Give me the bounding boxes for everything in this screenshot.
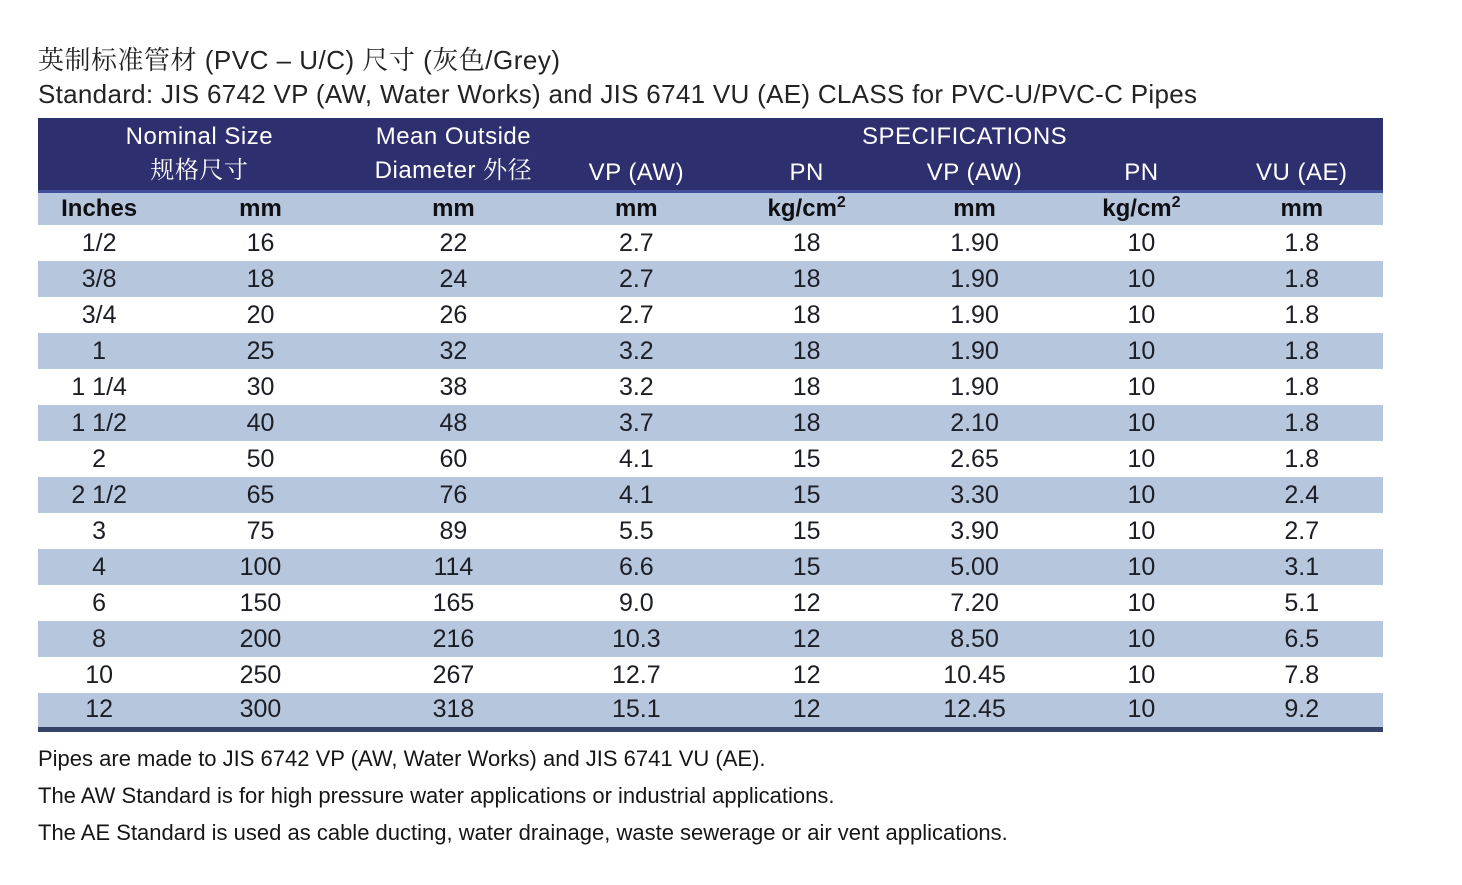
table-cell: 2.7 <box>1221 513 1383 549</box>
table-cell: 18 <box>727 225 887 261</box>
table-cell: 10 <box>1062 405 1220 441</box>
table-cell: 3.2 <box>546 333 726 369</box>
table-cell: 16 <box>160 225 360 261</box>
footer-note: Pipes are made to JIS 6742 VP (AW, Water Works) and JIS 6741 VU (AE). <box>38 745 766 771</box>
table-cell: 216 <box>361 621 546 657</box>
table-cell: 40 <box>160 405 360 441</box>
table-cell: 1 1/4 <box>38 369 160 405</box>
unit-mm-3: mm <box>546 191 726 225</box>
table-cell: 10 <box>1062 261 1220 297</box>
table-cell: 165 <box>361 585 546 621</box>
table-cell: 6.6 <box>546 549 726 585</box>
table-cell: 10 <box>1062 621 1220 657</box>
table-cell: 10 <box>1062 477 1220 513</box>
col-header-mean-outside-line2: Diameter 外径 <box>374 156 533 184</box>
table-row <box>38 261 1383 297</box>
table-cell: 15 <box>727 477 887 513</box>
table-cell: 1.8 <box>1221 441 1383 477</box>
table-cell: 1.8 <box>1221 297 1383 333</box>
table-cell: 6.5 <box>1221 621 1383 657</box>
table-cell: 18 <box>727 333 887 369</box>
table-cell: 2.7 <box>546 261 726 297</box>
table-cell: 318 <box>361 693 546 729</box>
table-cell: 10.45 <box>887 657 1062 693</box>
unit-mm-2: mm <box>361 191 546 225</box>
table-cell: 1.90 <box>887 369 1062 405</box>
table-cell: 100 <box>160 549 360 585</box>
page-subtitle: Standard: JIS 6742 VP (AW, Water Works) and JIS 6741 VU (AE) CLASS for PVC-U/PVC-C Pipes <box>38 79 1198 109</box>
footer-note: The AE Standard is used as cable ducting, water drainage, waste sewerage or air vent applications. <box>38 819 1008 845</box>
table-cell: 114 <box>361 549 546 585</box>
table-cell: 32 <box>361 333 546 369</box>
table-cell: 3/8 <box>38 261 160 297</box>
table-row <box>38 549 1383 585</box>
col-header-vp-aw-2: VP (AW) <box>887 156 1062 191</box>
table-cell: 2.4 <box>1221 477 1383 513</box>
table-cell: 1.8 <box>1221 369 1383 405</box>
table-cell: 8 <box>38 621 160 657</box>
table-cell: 2.7 <box>546 225 726 261</box>
table-cell: 10 <box>1062 369 1220 405</box>
table-body <box>38 225 1383 729</box>
table-cell: 7.20 <box>887 585 1062 621</box>
table-cell: 30 <box>160 369 360 405</box>
footer-notes <box>38 740 1462 851</box>
table-cell: 15 <box>727 441 887 477</box>
unit-kgcm2-2: $kg/cm^2$ <box>1062 191 1220 225</box>
table-cell: 1.90 <box>887 297 1062 333</box>
table-cell: 18 <box>727 297 887 333</box>
footer-note: The AW Standard is for high pressure water applications or industrial applications. <box>38 782 835 808</box>
table-cell: 4.1 <box>546 441 726 477</box>
unit-kgcm2-1: $kg/cm^2$ <box>727 191 887 225</box>
table-cell: 18 <box>727 369 887 405</box>
table-cell: 25 <box>160 333 360 369</box>
table-cell: 1.90 <box>887 225 1062 261</box>
unit-mm-4: mm <box>887 191 1062 225</box>
table-cell: 38 <box>361 369 546 405</box>
title-block <box>38 44 1462 111</box>
units-row <box>38 191 1383 225</box>
pipe-spec-table <box>38 118 1383 732</box>
unit-mm-5: mm <box>1221 191 1383 225</box>
table-cell: 4.1 <box>546 477 726 513</box>
table-cell: 22 <box>361 225 546 261</box>
col-header-nominal-size <box>38 118 361 191</box>
page-title: 英制标准管材 (PVC – U/C) 尺寸 (灰色/Grey) <box>38 45 561 75</box>
table-cell: 1/2 <box>38 225 160 261</box>
table-cell: 1.8 <box>1221 261 1383 297</box>
table-cell: 10 <box>1062 441 1220 477</box>
col-header-pn-2: PN <box>1062 156 1220 191</box>
table-cell: 10 <box>1062 513 1220 549</box>
table-row <box>38 369 1383 405</box>
table-cell: 6 <box>38 585 160 621</box>
table-cell: 12.7 <box>546 657 726 693</box>
table-header <box>38 118 1383 225</box>
table-row <box>38 225 1383 261</box>
table-cell: 5.1 <box>1221 585 1383 621</box>
table-cell: 5.5 <box>546 513 726 549</box>
table-cell: 1 <box>38 333 160 369</box>
table-cell: 7.8 <box>1221 657 1383 693</box>
table-cell: 2.65 <box>887 441 1062 477</box>
table-cell: 2 1/2 <box>38 477 160 513</box>
table-cell: 3.7 <box>546 405 726 441</box>
table-cell: 3.30 <box>887 477 1062 513</box>
table-cell: 48 <box>361 405 546 441</box>
table-cell: 10 <box>1062 693 1220 729</box>
table-cell: 1.8 <box>1221 333 1383 369</box>
table-cell: 200 <box>160 621 360 657</box>
table-cell: 12 <box>727 657 887 693</box>
col-header-vu-ae: VU (AE) <box>1221 156 1383 191</box>
table-row <box>38 693 1383 729</box>
table-cell: 1.90 <box>887 261 1062 297</box>
table-cell: 3 <box>38 513 160 549</box>
unit-inches: Inches <box>38 191 160 225</box>
table-cell: 300 <box>160 693 360 729</box>
table-cell: 5.00 <box>887 549 1062 585</box>
table-cell: 12 <box>38 693 160 729</box>
table-cell: 76 <box>361 477 546 513</box>
table-cell: 60 <box>361 441 546 477</box>
table-cell: 10 <box>1062 549 1220 585</box>
col-header-pn-1: PN <box>727 156 887 191</box>
table-row <box>38 441 1383 477</box>
table-cell: 1.8 <box>1221 405 1383 441</box>
table-cell: 18 <box>727 261 887 297</box>
table-cell: 8.50 <box>887 621 1062 657</box>
table-row <box>38 297 1383 333</box>
table-cell: 2.7 <box>546 297 726 333</box>
table-cell: 10 <box>38 657 160 693</box>
col-header-nominal-size-en: Nominal Size <box>125 122 274 150</box>
table-cell: 12 <box>727 585 887 621</box>
table-cell: 1.8 <box>1221 225 1383 261</box>
table-cell: 2.10 <box>887 405 1062 441</box>
table-row <box>38 405 1383 441</box>
table-row <box>38 657 1383 693</box>
table-cell: 15 <box>727 513 887 549</box>
table-row <box>38 477 1383 513</box>
table-cell: 3/4 <box>38 297 160 333</box>
table-cell: 250 <box>160 657 360 693</box>
table-cell: 24 <box>361 261 546 297</box>
table-cell: 150 <box>160 585 360 621</box>
table-cell: 9.2 <box>1221 693 1383 729</box>
table-cell: 3.1 <box>1221 549 1383 585</box>
col-header-vp-aw-1: VP (AW) <box>546 156 726 191</box>
table-cell: 15.1 <box>546 693 726 729</box>
table-cell: 2 <box>38 441 160 477</box>
col-header-specifications: SPECIFICATIONS <box>546 118 1383 156</box>
table-cell: 10 <box>1062 333 1220 369</box>
table-row <box>38 621 1383 657</box>
header-row-groups <box>38 118 1383 156</box>
table-cell: 65 <box>160 477 360 513</box>
table-cell: 10 <box>1062 657 1220 693</box>
table-cell: 12 <box>727 693 887 729</box>
table-cell: 89 <box>361 513 546 549</box>
table-row <box>38 513 1383 549</box>
col-header-nominal-size-zh: 规格尺寸 <box>150 156 249 184</box>
table-cell: 267 <box>361 657 546 693</box>
table-cell: 4 <box>38 549 160 585</box>
table-cell: 1 1/2 <box>38 405 160 441</box>
table-cell: 10 <box>1062 225 1220 261</box>
table-cell: 20 <box>160 297 360 333</box>
table-cell: 9.0 <box>546 585 726 621</box>
col-header-mean-outside-line1: Mean Outside <box>375 122 532 150</box>
table-cell: 18 <box>160 261 360 297</box>
table-cell: 1.90 <box>887 333 1062 369</box>
table-cell: 12 <box>727 621 887 657</box>
table-cell: 18 <box>727 405 887 441</box>
unit-mm-1: mm <box>160 191 360 225</box>
table-cell: 10 <box>1062 585 1220 621</box>
col-header-mean-outside-diameter <box>361 118 546 191</box>
table-cell: 3.90 <box>887 513 1062 549</box>
table-cell: 12.45 <box>887 693 1062 729</box>
table-row <box>38 333 1383 369</box>
table-cell: 10 <box>1062 297 1220 333</box>
table-cell: 75 <box>160 513 360 549</box>
table-cell: 50 <box>160 441 360 477</box>
table-cell: 26 <box>361 297 546 333</box>
table-cell: 3.2 <box>546 369 726 405</box>
table-cell: 10.3 <box>546 621 726 657</box>
table-row <box>38 585 1383 621</box>
table-cell: 15 <box>727 549 887 585</box>
